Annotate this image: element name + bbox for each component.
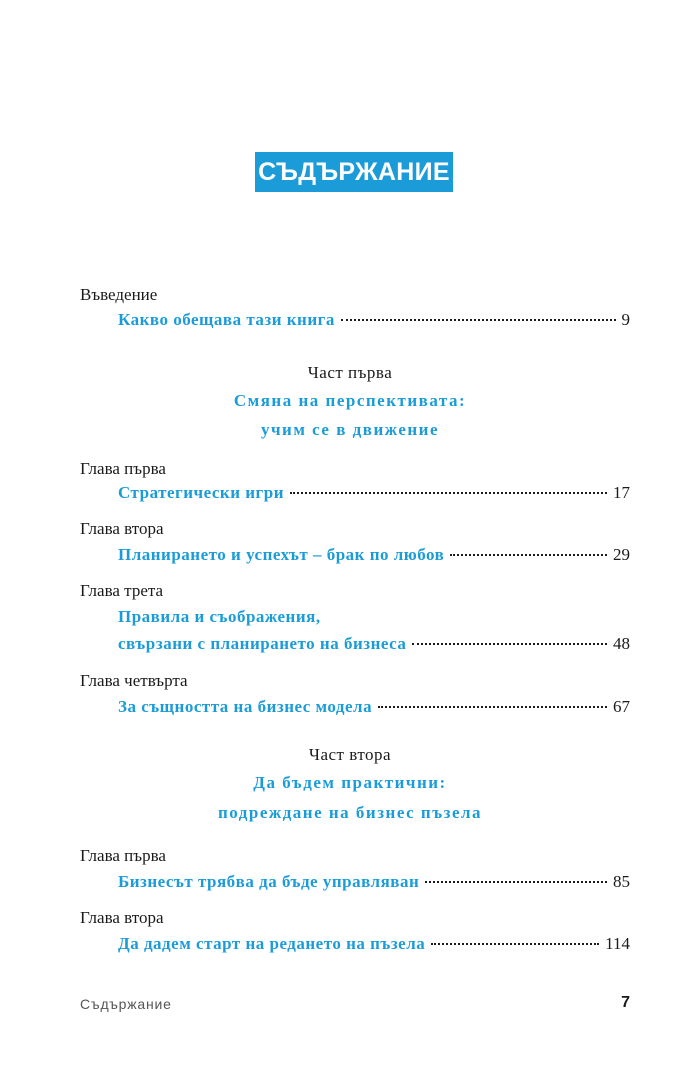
toc-entry-page: 114 bbox=[605, 934, 630, 953]
part2-title-line1: Да бъдем практични: bbox=[253, 773, 447, 792]
page-title: СЪДЪРЖАНИЕ bbox=[255, 152, 453, 192]
running-footer-section: Съдържание bbox=[80, 996, 172, 1012]
dot-leader bbox=[378, 705, 607, 708]
chapter-label: Глава втора bbox=[80, 908, 164, 927]
chapter-label: Глава първа bbox=[80, 846, 166, 865]
toc-entry-part1-ch2[interactable] bbox=[118, 544, 630, 566]
toc-entry-title: Планирането и успехът – брак по любов bbox=[118, 545, 445, 564]
toc-entry-part1-ch1[interactable] bbox=[118, 482, 630, 504]
intro-label: Въведение bbox=[80, 285, 158, 304]
chapter-label: Глава четвърта bbox=[80, 671, 188, 690]
toc-entry-part2-ch2[interactable] bbox=[118, 933, 630, 955]
dot-leader bbox=[412, 642, 607, 645]
dot-leader bbox=[341, 318, 616, 321]
toc-entry-page: 17 bbox=[613, 483, 630, 502]
toc-entry-title: свързани с планирането на бизнеса bbox=[118, 634, 407, 653]
dot-leader bbox=[290, 491, 607, 494]
chapter-label: Глава втора bbox=[80, 519, 164, 538]
toc-entry-page: 67 bbox=[613, 697, 630, 716]
toc-entry-title: За същността на бизнес модела bbox=[118, 697, 373, 716]
toc-entry-title-line1[interactable]: Правила и съображения, bbox=[118, 607, 321, 626]
chapter-label: Глава трета bbox=[80, 581, 164, 600]
toc-entry-title: Бизнесът трябва да бъде управляван bbox=[118, 872, 420, 891]
part1-label: Част първа bbox=[307, 363, 393, 382]
part2-label: Част втора bbox=[308, 745, 392, 764]
page-number: 7 bbox=[621, 994, 630, 1011]
toc-entry-page: 9 bbox=[621, 310, 630, 329]
toc-entry-part1-ch3[interactable] bbox=[118, 633, 630, 655]
dot-leader bbox=[431, 942, 599, 945]
part1-title-line1: Смяна на перспективата: bbox=[233, 391, 467, 410]
toc-entry-page: 48 bbox=[613, 634, 630, 653]
toc-entry-page: 29 bbox=[613, 545, 630, 564]
dot-leader bbox=[425, 880, 607, 883]
toc-entry-title: Стратегически игри bbox=[118, 483, 285, 502]
toc-entry-title: Какво обещава тази книга bbox=[118, 310, 335, 329]
toc-entry-part2-ch1[interactable] bbox=[118, 871, 630, 893]
toc-entry-part1-ch4[interactable] bbox=[118, 696, 630, 718]
part2-title-line2: подреждане на бизнес пъзела bbox=[217, 803, 483, 822]
toc-entry-page: 85 bbox=[613, 872, 630, 891]
part1-title-line2: учим се в движение bbox=[260, 420, 440, 439]
chapter-label: Глава първа bbox=[80, 459, 166, 478]
dot-leader bbox=[450, 553, 607, 556]
toc-entry-intro[interactable] bbox=[118, 309, 630, 331]
toc-entry-title: Да дадем старт на редането на пъзела bbox=[118, 934, 426, 953]
